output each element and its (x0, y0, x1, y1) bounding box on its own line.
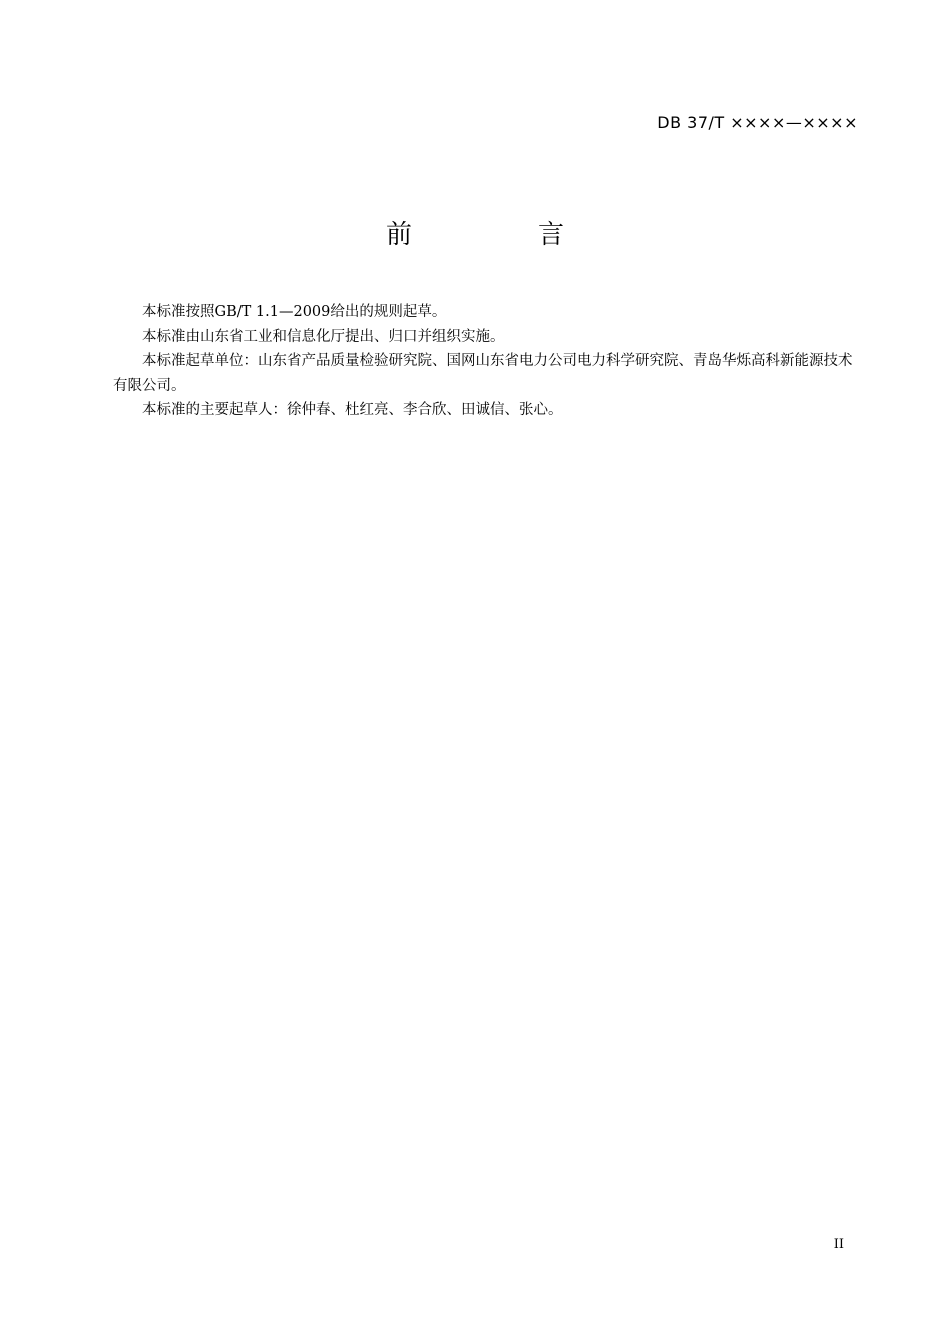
page-title: 前 言 (385, 220, 614, 250)
foreword-body (113, 300, 861, 423)
standard-code: DB 37/T ××××—×××× (657, 113, 858, 132)
paragraph-proposer: 本标准由山东省工业和信息化厅提出、归口并组织实施。 (142, 328, 505, 345)
paragraph-drafters: 本标准的主要起草人：徐仲春、杜红亮、李合欣、田诚信、张心。 (142, 402, 563, 418)
paragraph-drafting-rules: 本标准按照GB/T 1.1—2009给出的规则起草。 (142, 304, 447, 320)
paragraph-drafting-units: 本标准起草单位：山东省产品质量检验研究院、国网山东省电力公司电力科学研究院、青岛华烁高科新能源技术有限公司。 (113, 353, 853, 394)
page-number: II (833, 1237, 844, 1252)
